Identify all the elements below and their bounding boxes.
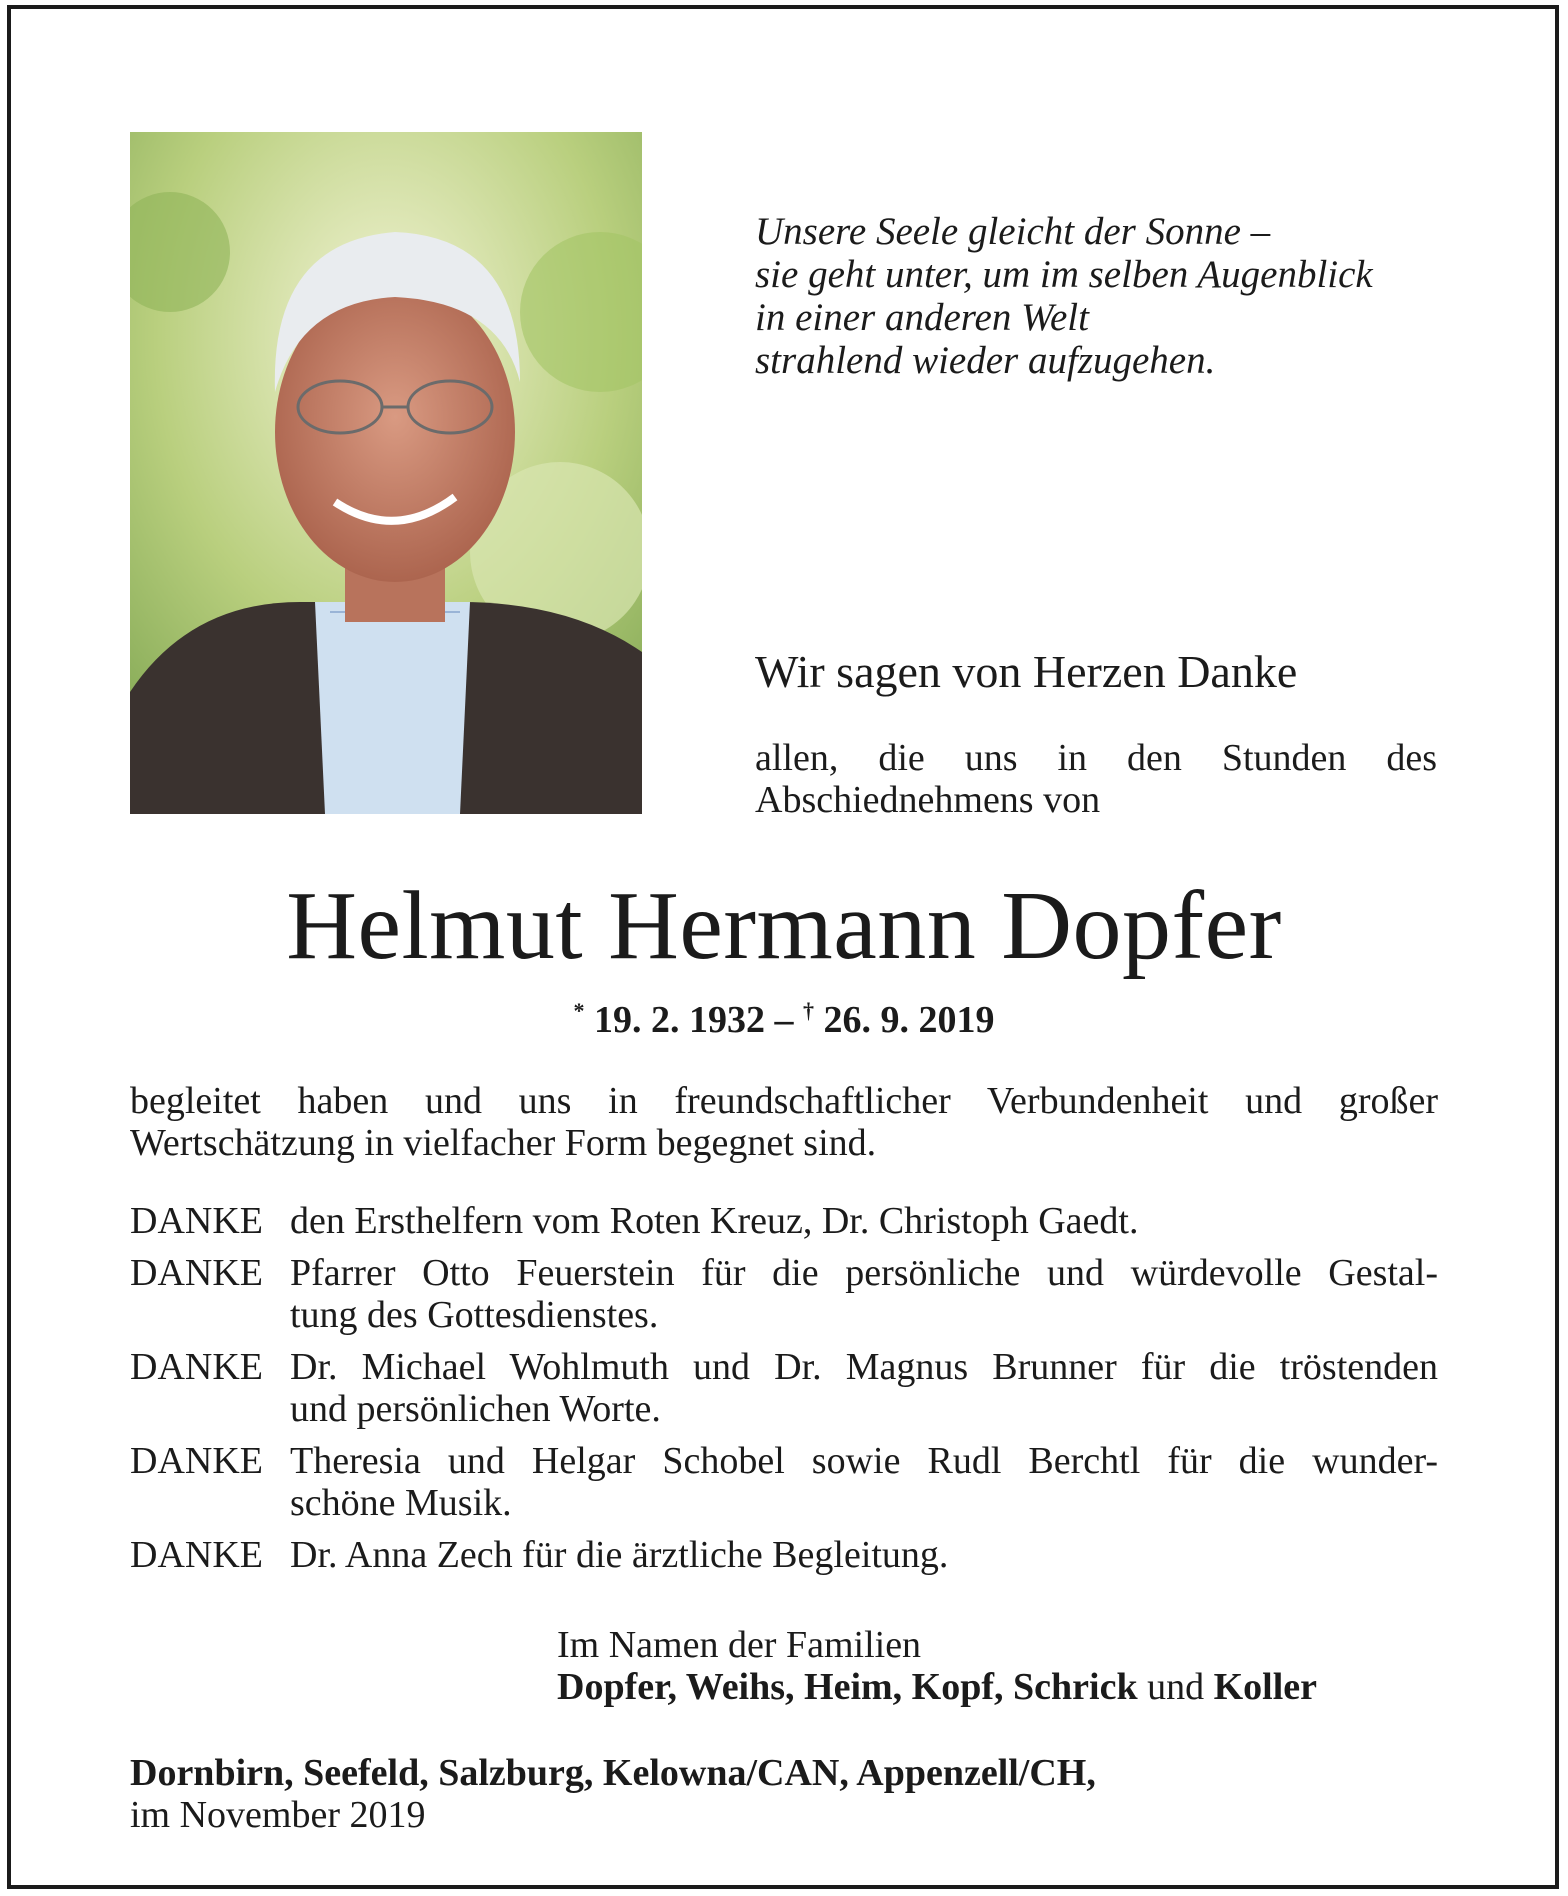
danke-line: den Ersthelfern vom Roten Kreuz, Dr. Christoph Gaedt. <box>290 1200 1139 1242</box>
danke-word: DANKE <box>130 1252 263 1294</box>
danke-item <box>130 1346 1438 1430</box>
intro-line: Abschiednehmens von <box>755 779 1101 821</box>
danke-item <box>130 1534 1438 1576</box>
date-separator: – <box>765 999 803 1041</box>
danke-text <box>290 1346 1438 1430</box>
life-dates <box>0 998 1568 1042</box>
danke-line: schöne Musik. <box>290 1482 512 1524</box>
signature-families <box>557 1666 1317 1708</box>
intro-line: allen, die uns in den Stunden des <box>755 737 1437 779</box>
location <box>130 1752 1096 1836</box>
danke-text <box>290 1252 1438 1336</box>
quote-line: sie geht unter, um im selben Augenblick <box>755 253 1373 296</box>
body-paragraph <box>130 1080 1438 1164</box>
intro-text <box>755 737 1437 821</box>
and-word: und <box>1137 1666 1214 1708</box>
danke-text <box>290 1200 1438 1242</box>
thanks-heading: Wir sagen von Herzen Danke <box>755 646 1298 697</box>
danke-line: tung des Gottesdienstes. <box>290 1294 659 1336</box>
birth-date: 19. 2. 1932 <box>594 999 765 1041</box>
danke-word: DANKE <box>130 1346 263 1388</box>
danke-line: Dr. Michael Wohlmuth und Dr. Magnus Brunner für die tröstenden <box>290 1346 1438 1388</box>
places: Dornbirn, Seefeld, Salzburg, Kelowna/CAN, Appenzell/CH, <box>130 1752 1096 1794</box>
body-line: Wertschätzung in vielfacher Form begegnet sind. <box>130 1122 877 1164</box>
signature <box>557 1624 1317 1708</box>
signature-intro: Im Namen der Familien <box>557 1624 922 1666</box>
quote-line: in einer anderen Welt <box>755 296 1089 339</box>
danke-word: DANKE <box>130 1534 263 1576</box>
quote-line: Unsere Seele gleicht der Sonne – <box>755 210 1271 253</box>
family-names: Dopfer, Weihs, Heim, Kopf, Schrick <box>557 1666 1138 1708</box>
body-line: begleitet haben und uns in freundschaftlicher Verbundenheit und großer <box>130 1080 1438 1122</box>
death-mark: † <box>803 998 814 1023</box>
date-line: im November 2019 <box>130 1794 426 1836</box>
danke-text <box>290 1534 1438 1576</box>
danke-line: Theresia und Helgar Schobel sowie Rudl Berchtl für die wunder- <box>290 1440 1438 1482</box>
danke-line: Dr. Anna Zech für die ärztliche Begleitung. <box>290 1534 949 1576</box>
danke-item <box>130 1200 1438 1242</box>
danke-line: und persönlichen Worte. <box>290 1388 661 1430</box>
portrait-photo <box>130 132 642 814</box>
last-family: Koller <box>1213 1666 1317 1708</box>
quote <box>755 210 1373 382</box>
danke-item <box>130 1252 1438 1336</box>
deceased-name: Helmut Hermann Dopfer <box>286 872 1282 980</box>
danke-line: Pfarrer Otto Feuerstein für die persönliche und würdevolle Gestal- <box>290 1252 1438 1294</box>
danke-word: DANKE <box>130 1440 263 1482</box>
death-date: 26. 9. 2019 <box>823 999 995 1041</box>
birth-mark: * <box>573 998 585 1023</box>
danke-list <box>130 1200 1438 1586</box>
quote-line: strahlend wieder aufzugehen. <box>755 339 1216 382</box>
danke-text <box>290 1440 1438 1524</box>
danke-item <box>130 1440 1438 1524</box>
danke-word: DANKE <box>130 1200 263 1242</box>
